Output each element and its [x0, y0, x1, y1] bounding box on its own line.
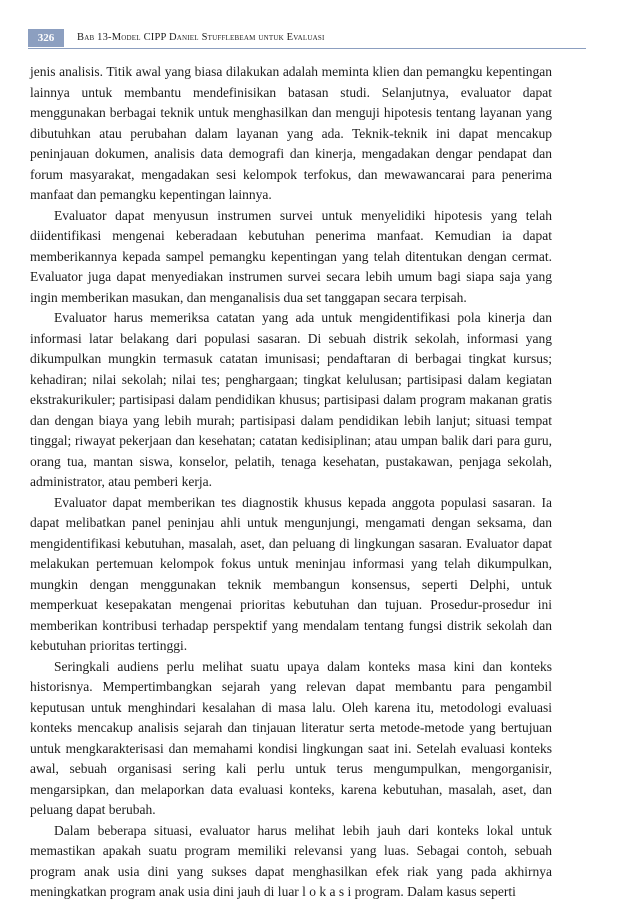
page-number: 326: [28, 29, 64, 47]
body-text: [30, 62, 552, 903]
header-rule: [28, 48, 586, 49]
page-header: [0, 0, 638, 62]
paragraph-4: Evaluator dapat memberikan tes diagnostik khusus kepada anggota populasi sasaran. Ia dapat melibatkan panel peninjau ahli untuk mengunjungi, mengamati dengan seksama, dan mengidentifikasi kebutuhan, masalah, aset, dan peluang di lingkungan sasaran. Evaluator dapat melakukan pertemuan kelompok fokus untuk meninjau informasi yang telah dikumpulkan, mungkin dengan menggunakan teknik membangun konsensus, seperti Delphi, untuk memperkuat kesepakatan mengenai prioritas kebutuhan dan tujuan. Prosedur-prosedur ini memberikan kontribusi terhadap perspektif yang mendalam tentang fungsi distrik sekolah dan kebutuhan prioritas tertinggi.: [30, 494, 552, 653]
paragraph-1: jenis analisis. Titik awal yang biasa dilakukan adalah meminta klien dan pemangku kepentingan lainnya untuk membantu mendefinisikan batasan studi. Selanjutnya, evaluator dapat menggunakan berbagai teknik untuk menghasilkan dan menguji hipotesis tentang layanan yang dibutuhkan atau perubahan dalam layanan yang ada. Teknik-teknik ini dapat mencakup peninjauan dokumen, analisis data demografi dan kinerja, mengadakan dengar pendapat dan forum masyarakat, mengadakan sesi kelompok terfokus, dan mewawancarai para penerima manfaat dan pemangku kepentingan lainnya.: [30, 64, 552, 202]
paragraph-5: Seringkali audiens perlu melihat suatu upaya dalam konteks masa kini dan konteks historisnya. Mempertimbangkan sejarah yang relevan dapat membantu para pengambil keputusan untuk menghindari kesalahan di masa lalu. Oleh karena itu, metodologi evaluasi konteks mencakup analisis sejarah dan tinjauan literatur serta metode-metode yang bertujuan untuk mengkarakterisasi dan memahami kondisi lingkungan saat ini. Setelah evaluasi konteks awal, sebuah organisasi sering kali perlu untuk terus mengumpulkan, mengorganisir, mengarsipkan, dan melaporkan data evaluasi konteks, karena kebutuhan, masalah, aset, dan peluang dapat berubah.: [30, 658, 552, 817]
running-head: Bab 13-Model CIPP Daniel Stufflebeam untuk Evaluasi: [77, 32, 325, 43]
paragraph-2: Evaluator dapat menyusun instrumen survei untuk menyelidiki hipotesis yang telah diidentifikasi mengenai keberadaan kebutuhan penerima manfaat. Kemudian ia dapat memberikannya kepada sampel pemangku kepentingan yang telah ditentukan dengan cermat. Evaluator juga dapat menyediakan instrumen survei secara lebih umum bagi siapa saja yang ingin memberikan masukan, dan menganalisis dua set tanggapan secara terpisah.: [30, 207, 552, 305]
paragraph-3: Evaluator harus memeriksa catatan yang ada untuk mengidentifikasi pola kinerja dan informasi latar belakang dari populasi sasaran. Di sebuah distrik sekolah, informasi yang dikumpulkan mungkin termasuk catatan imunisasi; pendaftaran di berbagai tingkat kursus; kehadiran; nilai sekolah; nilai tes; penghargaan; tingkat kelulusan; partisipasi dalam kegiatan ekstrakurikuler; partisipasi dalam pendidikan khusus; partisipasi dalam program makanan gratis dan dengan biaya yang lebih murah; partisipasi dalam pendidikan lebih lanjut; situasi tempat tinggal; riwayat pekerjaan dan kesehatan; catatan kedisiplinan; atau umpan balik dari para guru, orang tua, mantan siswa, konselor, pelatih, tenaga kesehatan, pustakawan, penjaga sekolah, administrator, atau pemberi kerja.: [30, 310, 552, 489]
paragraph-6: Dalam beberapa situasi, evaluator harus melihat lebih jauh dari konteks lokal untuk memastikan apakah suatu program memiliki relevansi yang luas. Sebagai contoh, sebuah program anak usia dini yang sukses dapat menghasilkan efek riak yang pada akhirnya meningkatkan program anak usia dini jauh di luar l o k a s i program. Dalam kasus seperti: [30, 822, 552, 899]
